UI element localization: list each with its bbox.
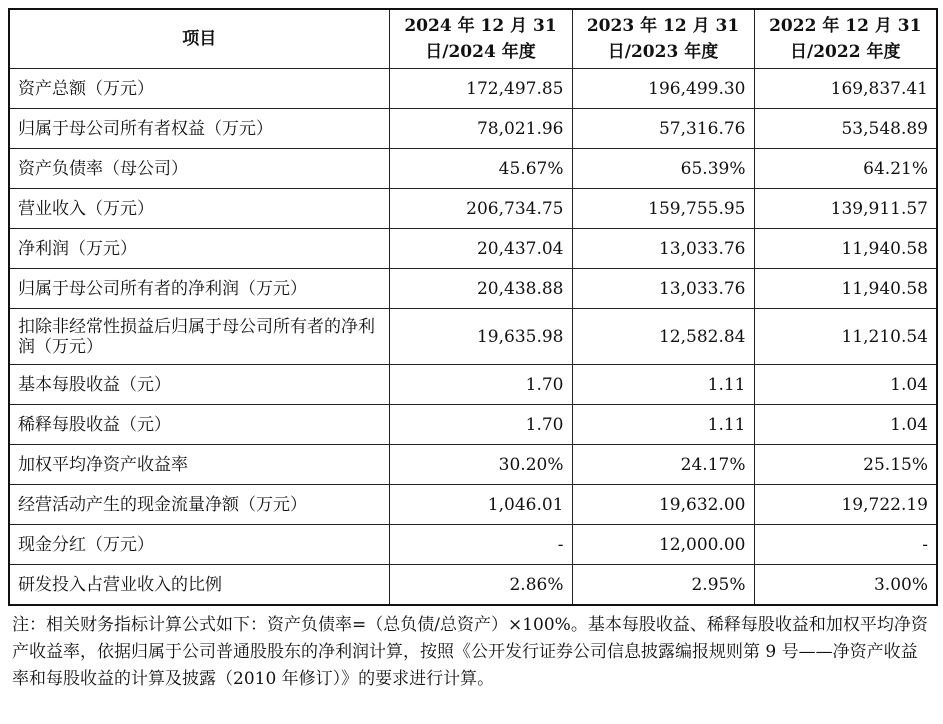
header-2023: 2023 年 12 月 31 日/2023 年度: [572, 9, 754, 69]
table-row: [9, 69, 937, 109]
row-label: 经营活动产生的现金流量净额（万元）: [9, 485, 389, 525]
value-2022: 11,210.54: [754, 309, 937, 365]
footnote: 注：相关财务指标计算公式如下：资产负债率=（总负债/总资产）×100%。基本每股收益、稀释每股收益和加权平均净资产收益率，依据归属于公司普通股股东的净利润计算，按照《公开发行证券公司信息披露编报规则第 9 号——净资产收益率和每股收益的计算及披露（2010 年修订）》的要求进行计算。: [12, 615, 928, 689]
value-2023: 65.39%: [572, 149, 754, 189]
value-2022: 169,837.41: [754, 69, 937, 109]
value-2024: 2.86%: [389, 565, 572, 606]
value-2024: 78,021.96: [389, 109, 572, 149]
value-2023: 13,033.76: [572, 229, 754, 269]
table-row: [9, 189, 937, 229]
value-2024: -: [389, 525, 572, 565]
value-2023: 24.17%: [572, 445, 754, 485]
value-2023: 12,582.84: [572, 309, 754, 365]
value-2022: 11,940.58: [754, 229, 937, 269]
value-2023: 13,033.76: [572, 269, 754, 309]
row-label: 扣除非经常性损益后归属于母公司所有者的净利润（万元）: [9, 309, 389, 365]
row-label: 研发投入占营业收入的比例: [9, 565, 389, 606]
header-item: 项目: [9, 9, 389, 69]
document-page: [8, 8, 936, 693]
value-2022: -: [754, 525, 937, 565]
row-label: 现金分红（万元）: [9, 525, 389, 565]
row-label: 归属于母公司所有者的净利润（万元）: [9, 269, 389, 309]
value-2022: 64.21%: [754, 149, 937, 189]
row-label: 资产总额（万元）: [9, 69, 389, 109]
value-2023: 159,755.95: [572, 189, 754, 229]
value-2023: 19,632.00: [572, 485, 754, 525]
value-2023: 57,316.76: [572, 109, 754, 149]
value-2024: 1,046.01: [389, 485, 572, 525]
value-2023: 1.11: [572, 365, 754, 405]
value-2024: 45.67%: [389, 149, 572, 189]
table-row: [9, 485, 937, 525]
table-row: [9, 269, 937, 309]
value-2023: 1.11: [572, 405, 754, 445]
financial-indicators-table: [8, 8, 938, 606]
value-2022: 53,548.89: [754, 109, 937, 149]
value-2024: 172,497.85: [389, 69, 572, 109]
value-2024: 20,438.88: [389, 269, 572, 309]
value-2022: 1.04: [754, 365, 937, 405]
value-2022: 139,911.57: [754, 189, 937, 229]
row-label: 净利润（万元）: [9, 229, 389, 269]
table-row: [9, 405, 937, 445]
row-label: 营业收入（万元）: [9, 189, 389, 229]
value-2023: 2.95%: [572, 565, 754, 606]
value-2024: 1.70: [389, 405, 572, 445]
value-2024: 20,437.04: [389, 229, 572, 269]
value-2024: 206,734.75: [389, 189, 572, 229]
value-2024: 19,635.98: [389, 309, 572, 365]
table-row: [9, 525, 937, 565]
table-row: [9, 309, 937, 365]
row-label: 基本每股收益（元）: [9, 365, 389, 405]
value-2022: 1.04: [754, 405, 937, 445]
value-2023: 12,000.00: [572, 525, 754, 565]
row-label: 资产负债率（母公司）: [9, 149, 389, 189]
value-2024: 30.20%: [389, 445, 572, 485]
table-header-row: [9, 9, 937, 69]
header-2022: 2022 年 12 月 31 日/2022 年度: [754, 9, 937, 69]
table-row: [9, 149, 937, 189]
value-2022: 25.15%: [754, 445, 937, 485]
table-row: [9, 109, 937, 149]
value-2022: 19,722.19: [754, 485, 937, 525]
row-label: 归属于母公司所有者权益（万元）: [9, 109, 389, 149]
header-2024: 2024 年 12 月 31 日/2024 年度: [389, 9, 572, 69]
value-2023: 196,499.30: [572, 69, 754, 109]
value-2022: 11,940.58: [754, 269, 937, 309]
value-2022: 3.00%: [754, 565, 937, 606]
value-2024: 1.70: [389, 365, 572, 405]
table-row: [9, 565, 937, 606]
row-label: 加权平均净资产收益率: [9, 445, 389, 485]
table-row: [9, 445, 937, 485]
row-label: 稀释每股收益（元）: [9, 405, 389, 445]
table-row: [9, 229, 937, 269]
table-row: [9, 365, 937, 405]
